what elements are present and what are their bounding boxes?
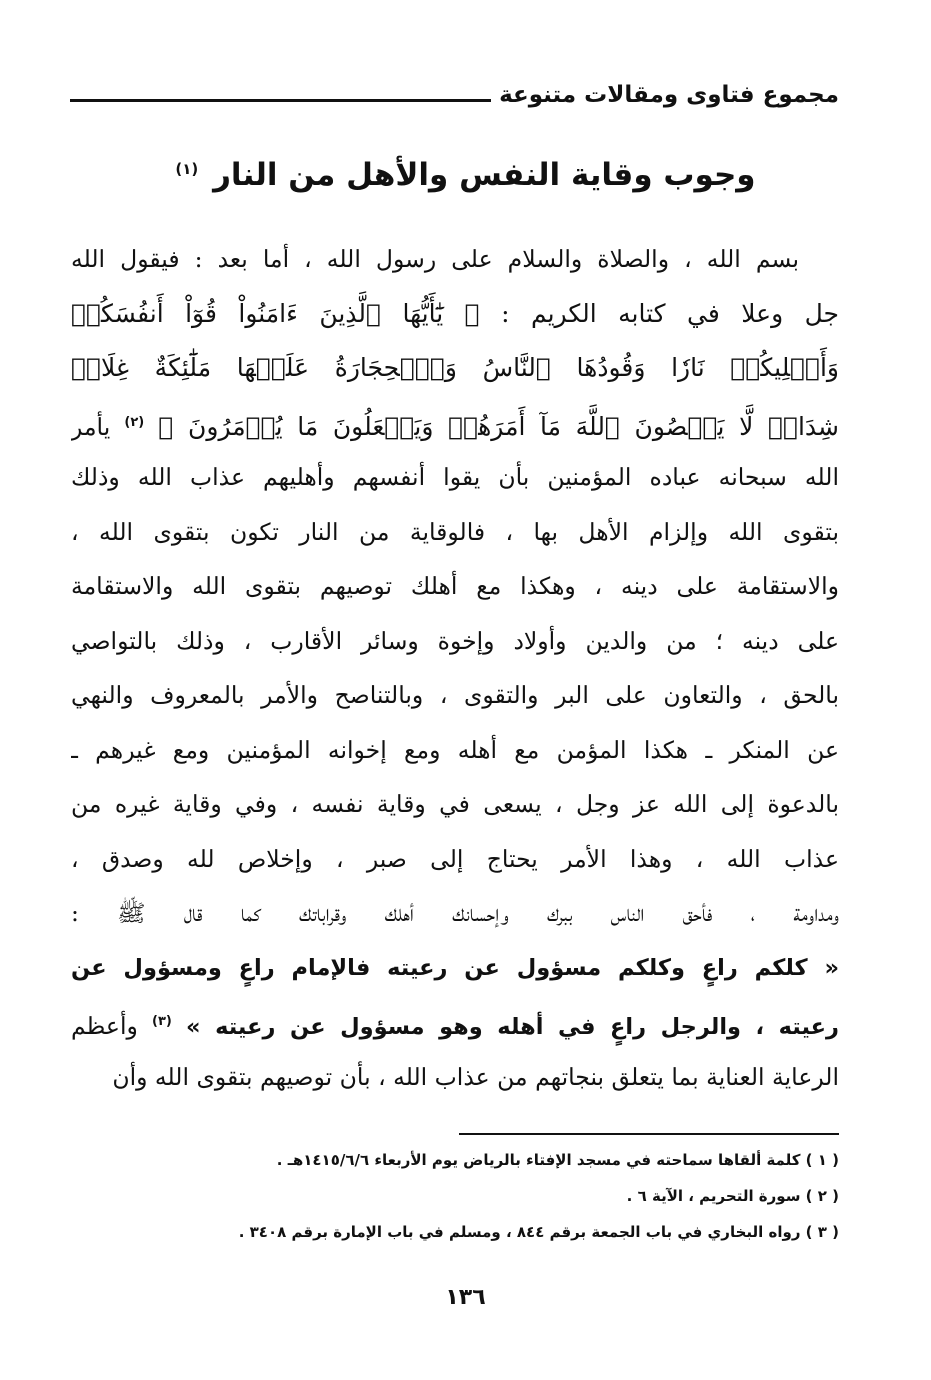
body-line: والاستقامة على دينه ، وهكذا مع أهلك توصيهم بتقوى الله والاستقامة — [71, 572, 839, 600]
line-tail: يأمر — [71, 412, 111, 441]
body-line: عن المنكر ـ هكذا المؤمن مع أهله ومع إخوانه المؤمنين ومع غيرهم ـ — [71, 735, 839, 764]
body-line — [71, 995, 839, 1050]
body-line: عذاب الله ، وهذا الأمر يحتاج إلى صبر ، وإخلاص لله وصدق ، — [71, 844, 839, 873]
body-line: على دينه ؛ من والدين وأولاد وإخوة وسائر الأقارب ، وذلك بالتواصي — [71, 626, 839, 655]
running-header — [70, 70, 839, 110]
hadith-line-end: رعيته ، والرجل راعٍ في أهله وهو مسؤول عن رعيته » — [186, 1013, 839, 1040]
body-line: ومداومة ، فأحق الناس ببرك وإحسانك أهلك وقراباتك كما قال ﷺ : — [71, 899, 839, 927]
body-line: بسم الله ، والصلاة والسلام على رسول الله ، أما بعد : فيقول الله — [71, 245, 799, 273]
footnote-ref-2: (٢) — [124, 414, 145, 430]
header-rule — [70, 99, 491, 102]
chapter-title-text: وجوب وقاية النفس والأهل من النار — [213, 157, 756, 193]
quran-verse-end: شِدَادٞ لَّا يَعۡصُونَ ٱللَّهَ مَآ أَمَرَهُمۡ وَيَفۡعَلُونَ مَا يُؤۡمَرُونَ ﴾ — [158, 411, 839, 441]
body-line: بتقوى الله وإلزام الأهل بها ، فالوقاية من النار تكون بتقوى الله ، — [71, 517, 839, 546]
footnote-rule — [459, 1133, 839, 1135]
body-line: الرعاية العناية بما يتعلق بنجاتهم من عذاب الله ، بأن توصيهم بتقوى الله وأن — [112, 1062, 839, 1091]
footnote-3: ( ٣ ) رواه البخاري في باب الجمعة برقم ٨٤٤ ، ومسلم في باب الإمارة برقم ٣٤٠٨ . — [238, 1223, 839, 1241]
footnote-1: ( ١ ) كلمة ألقاها سماحته في مسجد الإفتاء بالرياض يوم الأربعاء ١٤١٥/٦/٦هـ . — [276, 1151, 839, 1169]
body-line — [71, 396, 839, 451]
body-line: وَأَهۡلِيكُمۡ نَارٗا وَقُودُهَا ٱلنَّاسُ وَٱلۡحِجَارَةُ عَلَيۡهَا مَلَٰٓئِكَةٌ غِلَاظٞ — [71, 353, 839, 382]
body-line: بالحق ، والتعاون على البر والتقوى ، وبالتناصح والأمر بالمعروف والنهي — [71, 681, 839, 709]
hadith-line: « كلكم راعٍ وكلكم مسؤول عن رعيته فالإمام راعٍ ومسؤول عن — [71, 954, 839, 981]
page-number: ١٣٦ — [445, 1285, 486, 1310]
chapter-footnote-ref: (١) — [175, 160, 199, 178]
line-tail: وأعظم — [71, 1011, 138, 1040]
body-line: جل وعلا في كتابه الكريم : ﴿ يَٰٓأَيُّهَا ٱلَّذِينَ ءَامَنُواْ قُوٓاْ أَنفُسَكُمۡ — [71, 298, 839, 328]
footnote-ref-3: (٣) — [152, 1014, 172, 1029]
footnotes — [71, 1142, 839, 1250]
body-line: الله سبحانه عباده المؤمنين بأن يقوا أنفسهم وأهليهم عذاب الله وذلك — [71, 463, 839, 491]
chapter-title — [0, 150, 931, 200]
footnote-2: ( ٢ ) سورة التحريم ، الآية ٦ . — [626, 1187, 839, 1205]
body-text — [71, 232, 839, 1104]
body-line: بالدعوة إلى الله عز وجل ، يسعى في وقاية نفسه ، وفي وقاية غيره من — [71, 790, 839, 818]
running-header-title: مجموع فتاوى ومقالات متنوعة — [499, 82, 839, 108]
